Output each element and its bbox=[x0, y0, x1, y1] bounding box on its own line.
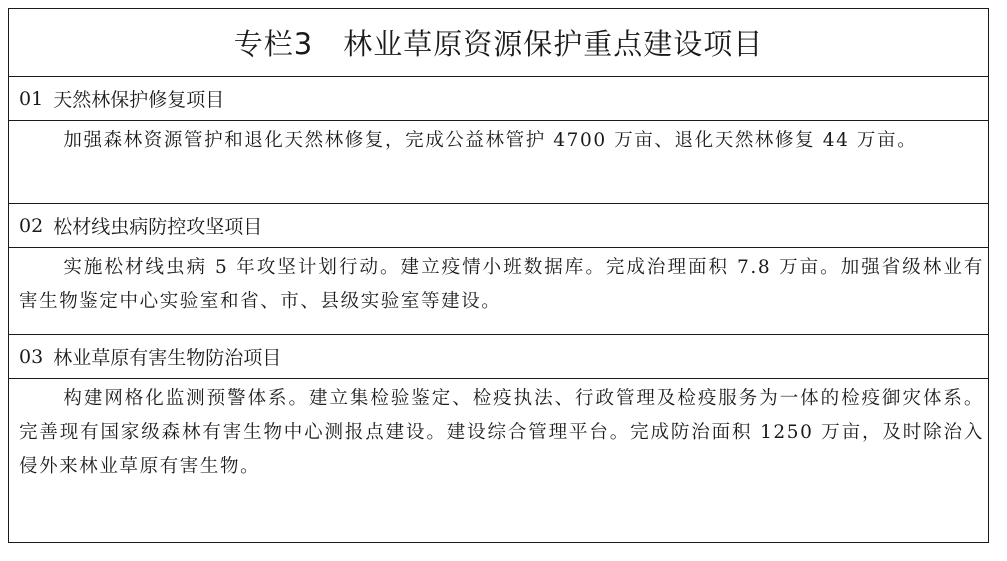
section-body-02: 实施松材线虫病 5 年攻坚计划行动。建立疫情小班数据库。完成治理面积 7.8 万亩。加强省级林业有害生物鉴定中心实验室和省、市、县级实验室等建设。 bbox=[9, 248, 988, 335]
column-title: 林业草原资源保护重点建设项目 bbox=[343, 27, 764, 61]
section-number: 02 bbox=[19, 214, 44, 237]
section-number: 03 bbox=[19, 345, 44, 368]
section-heading-text: 天然林保护修复项目 bbox=[53, 89, 225, 111]
section-heading-03 bbox=[9, 335, 988, 379]
section-body-01: 加强森林资源管护和退化天然林修复，完成公益林管护 4700 万亩、退化天然林修复 44 万亩。 bbox=[9, 121, 988, 204]
section-heading-01 bbox=[9, 77, 988, 121]
section-number: 01 bbox=[19, 87, 44, 110]
feature-box bbox=[8, 8, 989, 543]
section-heading-text: 林业草原有害生物防治项目 bbox=[53, 347, 282, 369]
box-title bbox=[9, 9, 988, 77]
column-number: 专栏3 bbox=[233, 27, 314, 61]
section-heading-text: 松材线虫病防控攻坚项目 bbox=[53, 216, 263, 238]
section-body-03: 构建网格化监测预警体系。建立集检验鉴定、检疫执法、行政管理及检疫服务为一体的检疫御灾体系。完善现有国家级森林有害生物中心测报点建设。建设综合管理平台。完成防治面积 1250 万亩，及时除治入侵外来林业草原有害生物。 bbox=[19, 388, 984, 477]
section-heading-02 bbox=[9, 204, 988, 248]
